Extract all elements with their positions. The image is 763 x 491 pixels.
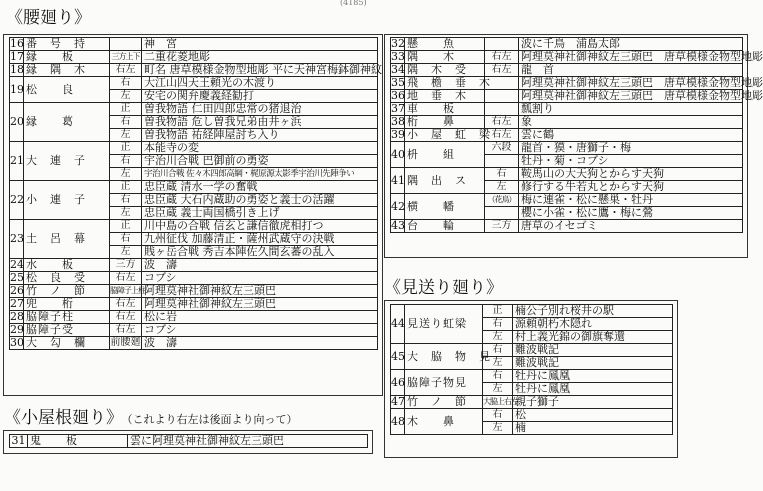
position: 右 [110,155,142,168]
table-row [391,51,743,64]
table-row [10,220,378,233]
row-number: 29 [10,323,24,336]
position: 正 [110,103,142,116]
position: 右左 [485,51,519,64]
row-number: 22 [10,181,24,220]
part-description: 忠臣蔵 大石内蔵助の勇姿と義士の活躍 [142,194,378,207]
table-row [391,129,743,142]
part-name: 縁 葛 [24,103,110,142]
position: 左 [110,129,142,142]
part-name: 台 輪 [405,220,485,233]
part-name: 車 板 [405,103,485,116]
row-number: 48 [391,409,405,435]
part-description: 賎ヶ岳合戦 秀吉本陣佐久間玄蕃の乱入 [142,246,378,259]
position: 右左 [110,64,142,77]
koyane-table [9,434,368,448]
part-name: 隅 木 [405,51,485,64]
part-description: 象 [519,116,743,129]
position [485,103,519,116]
section-title-miokuri: 《見送り廻り》 [384,278,503,298]
table-row [10,311,378,324]
part-description: 瓢割り [519,103,743,116]
part-name: 脇障子物見 [405,370,483,396]
table-row [10,285,378,298]
koyane-title: 《小屋根廻り》 [4,408,123,428]
part-description: 楠公子別れ桜井の駅 [513,305,673,318]
row-number: 31 [11,434,26,447]
position: 前腰廻 [110,337,141,348]
part-name: 兜 桁 [24,298,110,311]
part-description: 龍首・獏・唐獅子・梅 [519,142,743,155]
part-description: 川中島の合戦 信玄と謙信徹虎相打つ [142,220,378,233]
part-name: 見送り虹梁 [405,305,483,344]
position: 三方 [485,220,519,233]
part-description: 雲に阿理莫神社御神紋左三頭巴 [128,435,368,448]
part-description: 波 濤 [142,337,378,350]
section-title-koshi: 《腰廻り》 [6,8,91,28]
row-number: 44 [391,305,405,344]
table-row [391,77,743,90]
position: 右 [483,370,513,383]
part-description: 曽我物語 仁田四郎忠常の猪退治 [142,103,378,116]
row-number: 21 [10,142,24,181]
part-name: 地 垂 木 [405,90,485,103]
row-number: 16 [10,37,24,50]
row-number: 35 [391,76,405,89]
table-row [391,370,673,383]
part-description: 雲に鶴 [519,129,743,142]
table-row [391,220,743,233]
position: 左 [110,207,142,220]
section-title-koyane [4,408,298,430]
part-description: 牡丹に鳳凰 [513,370,673,383]
part-name: 枡 組 [405,142,485,168]
part-description: コブシ [142,272,378,285]
table-row [391,396,673,409]
row-number: 26 [10,284,24,297]
part-description: 楠 [513,422,673,435]
table-row [391,194,743,207]
part-description: 松 [513,409,673,422]
table-row [10,324,378,337]
row-number: 32 [391,37,405,50]
position: 右左 [110,298,142,311]
part-description: 神 宮 [142,38,378,51]
part-description: 鞍馬山の大天狗とからす天狗 [519,168,743,181]
row-number: 46 [391,370,405,396]
part-description: 龍 首 [519,64,743,77]
part-description: 修行する牛若丸とからす天狗 [519,181,743,194]
koyane-note: （これより右左は後面より向って） [127,413,298,426]
position: 正 [110,181,142,194]
part-description: 阿理莫神社御神紋左三頭巴 唐草模様金物型地彫 [519,90,743,103]
position: 右左 [485,116,519,129]
part-description: 阿理莫神社御神紋左三頭巴 [142,285,378,298]
part-name: 大 脇 物 見 [405,344,483,370]
part-description: コブシ [142,324,378,337]
row-number: 40 [391,142,405,168]
row-number: 47 [391,395,405,408]
part-description: 櫻に小雀・松に鷹・梅に鶯 [519,207,743,220]
part-description: 阿理莫神社御神紋左三頭巴 唐草模様金物型地彫 [519,51,743,64]
position [110,38,142,51]
row-number: 23 [10,220,24,259]
table-row [391,64,743,77]
part-description: 阿理莫神社御神紋左三頭巴 [142,298,378,311]
part-description: 二重花菱地彫 [142,51,378,64]
table-row [10,298,378,311]
row-number: 30 [10,336,24,349]
part-description: 波 濤 [142,259,378,272]
position [485,155,519,168]
part-description: 安宅の関弁慶義経勧打 [142,90,378,103]
part-name: 隅 木 受 [405,64,485,77]
position: 右左 [110,324,142,337]
part-description: 親子獅子 [513,396,673,409]
position: 右左 [485,64,519,77]
table-row [10,181,378,194]
position [485,207,519,220]
position: 左 [110,168,142,181]
part-name: 水 板 [24,259,110,272]
part-description: 唐草のイセゴミ [519,220,743,233]
part-name: 大 連 子 [24,142,110,181]
part-description: 牡丹・菊・コブシ [519,155,743,168]
row-number: 39 [391,128,405,141]
part-description: 松に岩 [142,311,378,324]
position: 左 [483,422,513,435]
row-number: 24 [10,258,24,271]
part-description: 忠臣蔵 義士両国橋引き上げ [142,207,378,220]
table-row [10,103,378,116]
table-row [10,435,368,448]
position: 正 [110,142,142,155]
row-number: 17 [10,50,24,63]
row-number: 34 [391,63,405,76]
part-name: 松 良 受 [24,272,110,285]
row-number: 19 [10,77,24,103]
part-name: 懸 魚 [405,38,485,51]
position: 左 [110,246,142,259]
part-description: 牡丹に鳳凰 [513,383,673,396]
part-description: 大江山四天王頼光の木渡り [142,77,378,90]
position: 右 [110,77,142,90]
table-row [391,409,673,422]
row-number: 37 [391,102,405,115]
part-name: 土 呂 幕 [24,220,110,259]
position: 左 [110,90,142,103]
position: 右 [483,318,513,331]
row-number: 18 [10,63,24,76]
part-name: 脇障子柱 [24,311,110,324]
table-row [391,103,743,116]
table-row [391,305,673,318]
table-row [391,38,743,51]
row-number: 36 [391,89,405,102]
row-number: 43 [391,219,405,232]
table-row [391,142,743,155]
row-number: 28 [10,310,24,323]
position: 正 [110,220,142,233]
position: 三方 [110,259,142,272]
position: 左 [483,331,513,344]
part-description: 難波戦記 [513,357,673,370]
part-name: 大 勾 欄 [24,337,110,350]
part-description: 忠臣蔵 清水一学の奮戦 [142,181,378,194]
row-number: 38 [391,115,405,128]
part-description: 宇治川合戦 巴御前の勇姿 [142,155,378,168]
part-name: 竹 ノ 節 [405,396,483,409]
part-name: 横 幡 [405,194,485,220]
table-row [10,77,378,90]
part-description: 梅に連雀・松に懸巣・牡丹 [519,194,743,207]
right-table [390,37,763,233]
table-row [391,344,673,357]
part-description: 源頼朝朽木隠れ [513,318,673,331]
position: 右左 [110,272,142,285]
row-number: 41 [391,168,405,194]
part-name: 飛 檐 垂 木 [405,77,485,90]
row-number: 45 [391,344,405,370]
table-row [10,142,378,155]
position: 左 [483,383,513,396]
position: 六段 [485,142,519,155]
position: 右 [485,168,519,181]
part-description: 曽我物語 祐経陣屋討ち入り [142,129,378,142]
position: 脇障子上柱 [110,285,142,298]
part-name: 隅 出 ス [405,168,485,194]
position: 左 [483,357,513,370]
part-description: 村上義光錦の御旗奪還 [513,331,673,344]
table-row [10,64,378,77]
row-number: 27 [10,297,24,310]
position: 右 [483,409,513,422]
part-name: 脇障子受 [24,324,110,337]
position: 正 [483,305,513,318]
table-row [391,168,743,181]
row-number: 25 [10,271,24,284]
part-description: 波に千鳥 浦島太郎 [519,38,743,51]
part-description: 曽我物語 危し曽我兄弟由井ヶ浜 [142,116,378,129]
table-row [10,259,378,272]
table-row [10,38,378,51]
part-name: 鬼 板 [28,435,128,448]
part-name: 桁 鼻 [405,116,485,129]
position: 大脇上右左 [483,396,513,409]
miokuri-table [390,304,673,435]
position: 右左 [110,311,142,324]
position: 左 [485,181,519,194]
position: 三方上下 [110,51,142,64]
part-description: 宇治川合戦 佐々木四郎高綱・梶原源太影季宇治川先陣争い [142,168,378,181]
part-description: 阿理莫神社御神紋左三頭巴 唐草模様金物型地彫 [519,77,743,90]
table-row [391,116,743,129]
position: 右 [483,344,513,357]
part-description: 難波戦記 [513,344,673,357]
part-name: 木 鼻 [405,409,483,435]
row-number: 20 [10,103,24,142]
position [485,38,519,51]
position: （花鳥） [485,194,519,207]
position: 右 [110,194,142,207]
table-row [10,51,378,64]
part-description: 九州征伐 加藤清正・薩州武蔵守の決戦 [142,233,378,246]
table-row [10,272,378,285]
part-description: 本能寺の変 [142,142,378,155]
part-name: 縁 板 [24,51,110,64]
part-name: 縁 隅 木 [24,64,110,77]
table-row [10,337,378,350]
position: 右左 [485,129,519,142]
row-number: 42 [391,194,405,220]
part-name: 小 屋 虹 梁 [405,129,485,142]
part-description: 町名 唐草模様金物型地彫 平に天神宮梅鉢御神紋 [142,64,378,77]
part-name: 竹 ノ 節 [24,285,110,298]
part-name: 番 号 持 [24,38,110,51]
position [485,90,519,103]
koshi-table [9,37,382,350]
page-number: (4185) [340,0,367,7]
table-row [391,90,743,103]
position: 右 [110,233,142,246]
row-number: 33 [391,50,405,63]
part-name: 松 良 [24,77,110,103]
position: 右 [110,116,142,129]
part-name: 小 連 子 [24,181,110,220]
